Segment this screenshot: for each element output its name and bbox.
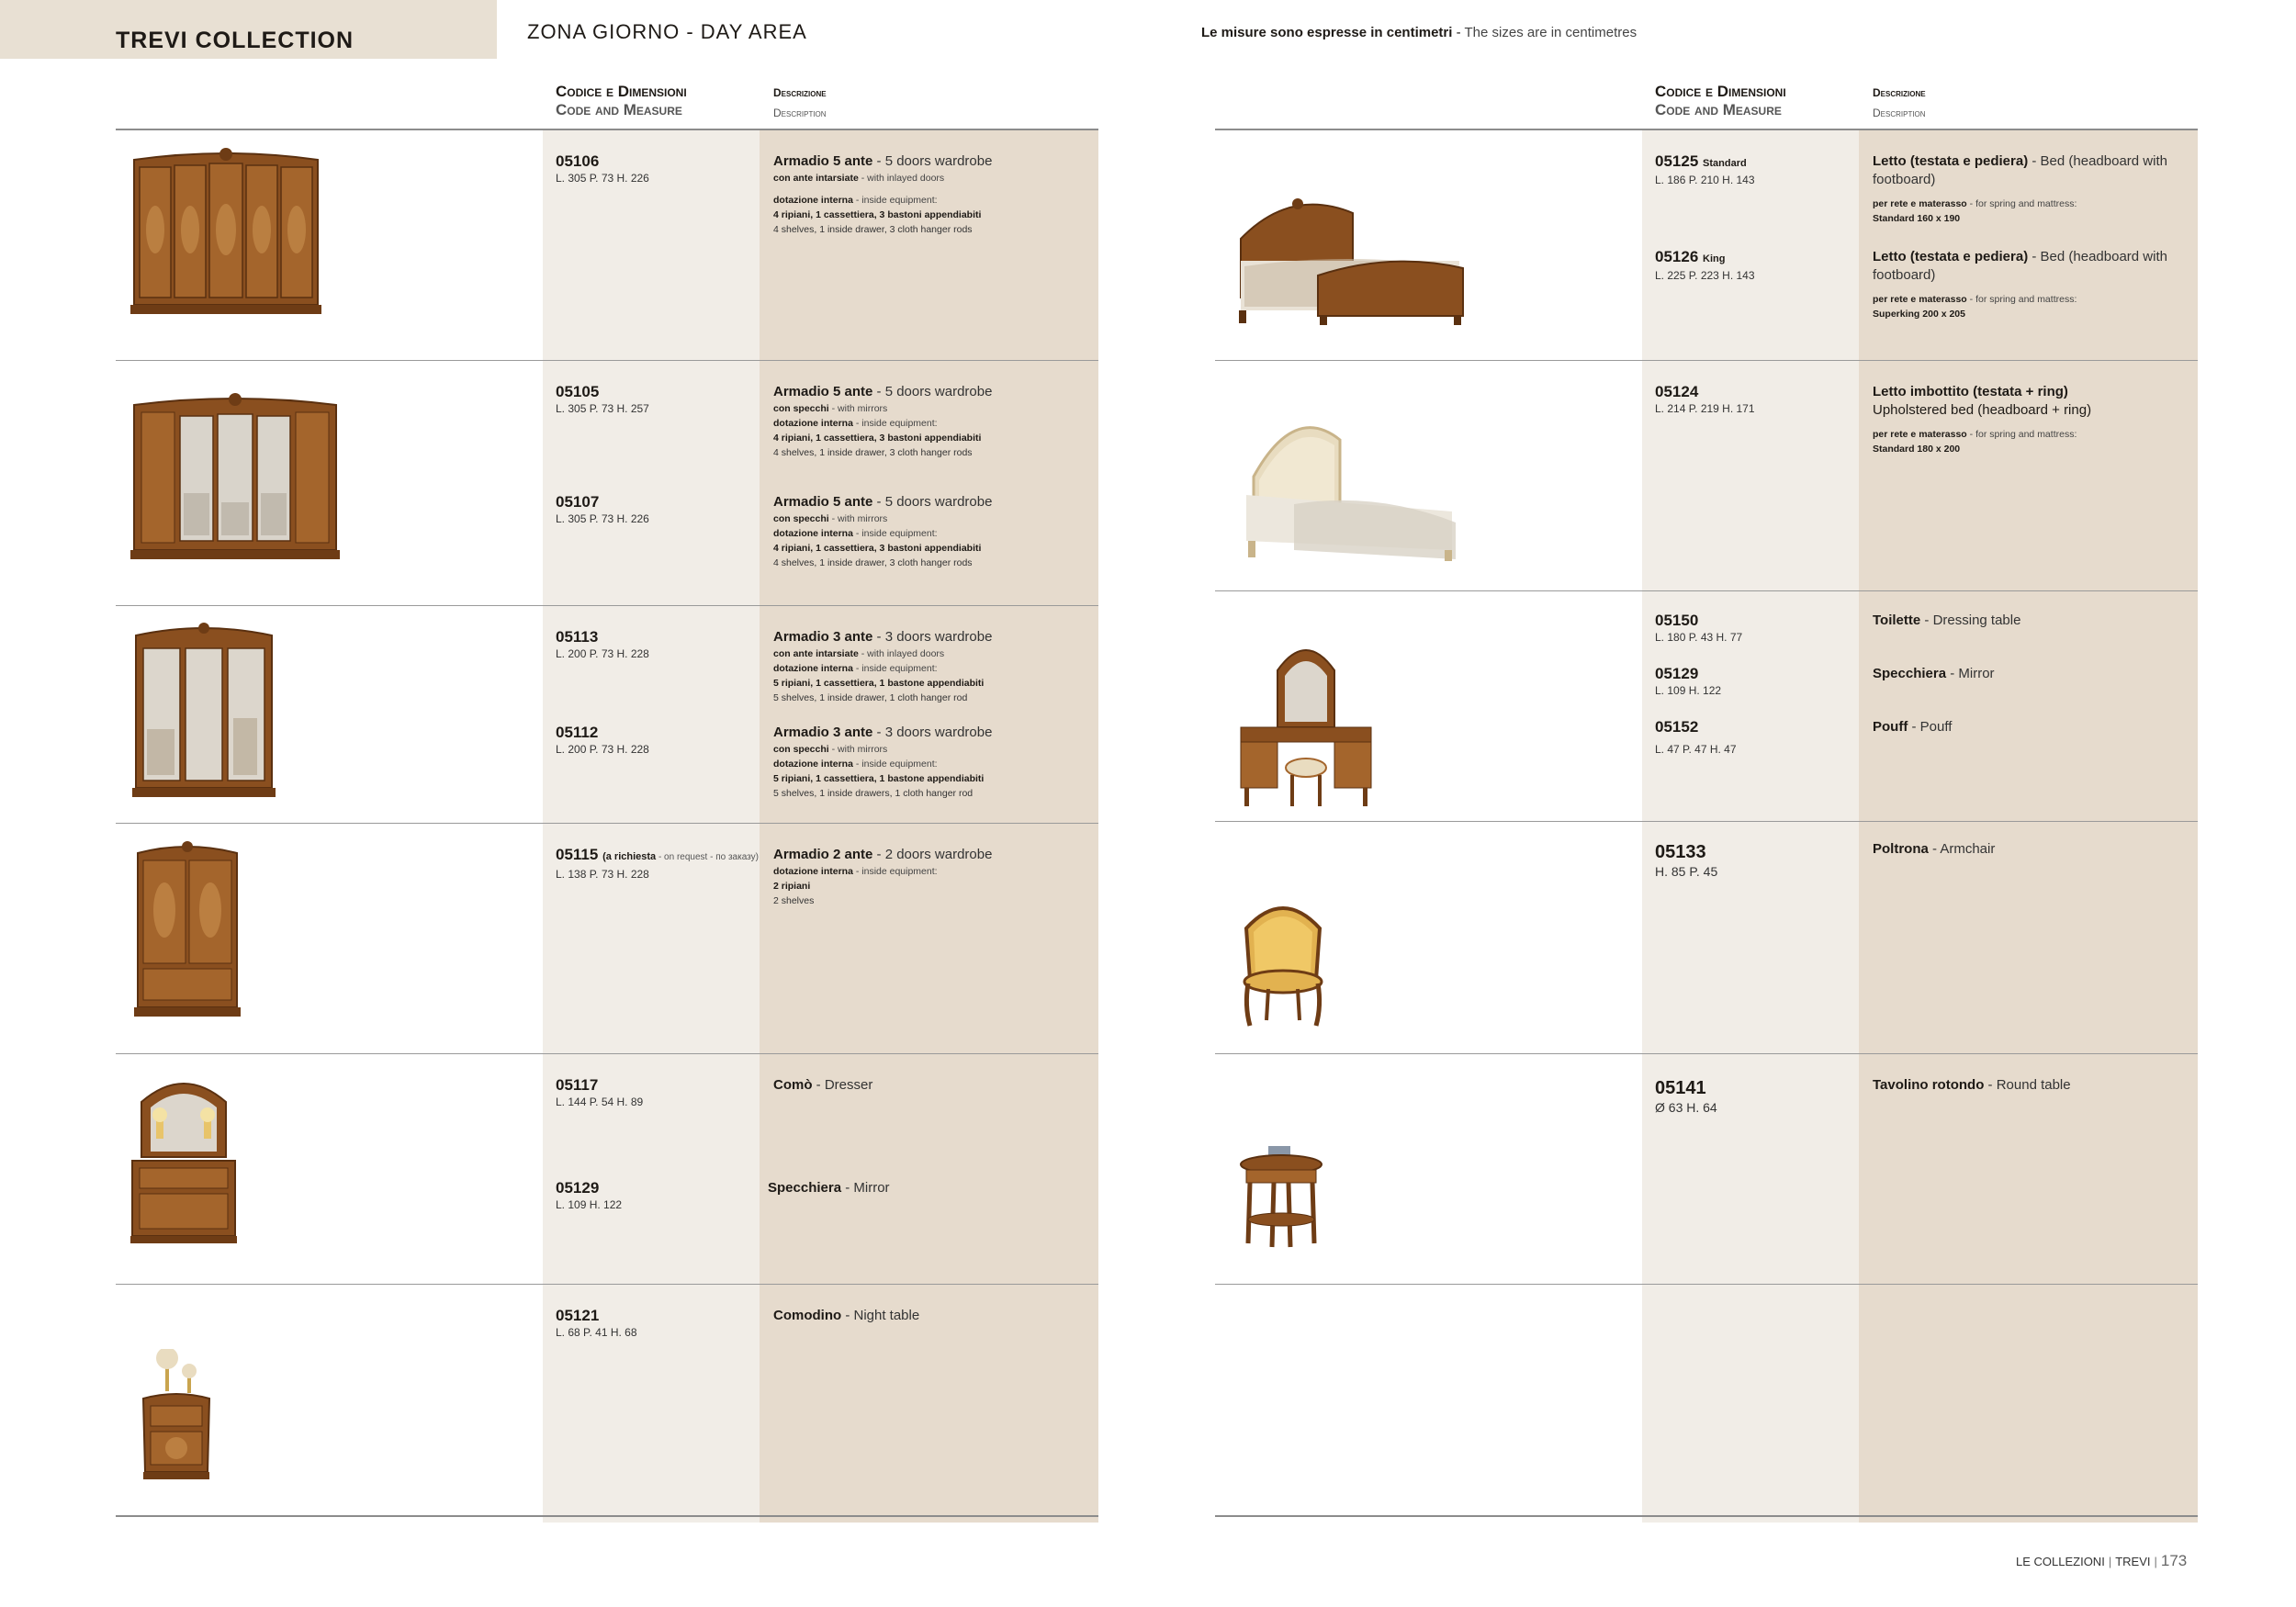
product-row xyxy=(116,1054,1098,1285)
product-entry xyxy=(556,1076,758,1109)
product-measure: L. 180 P. 43 H. 77 xyxy=(1655,631,1743,644)
product-measure: L. 68 P. 41 H. 68 xyxy=(556,1326,637,1339)
description-title-en: - Round table xyxy=(1984,1077,2071,1093)
description-mattress xyxy=(1873,427,2194,442)
description-title xyxy=(773,846,1095,864)
product-description xyxy=(1873,152,2194,226)
description-equipment-en: - inside equipment: xyxy=(852,663,938,674)
description-mattress xyxy=(1873,292,2194,307)
description-option-it: con specchi xyxy=(773,513,829,524)
request-note-en: - on request - по заказу) xyxy=(656,852,759,862)
sizes-note-it: Le misure sono espresse in centimetri xyxy=(1201,25,1453,40)
description-mattress xyxy=(1873,197,2194,211)
equipment-it: 4 ripiani, 1 cassettiera, 3 bastoni appendiabiti xyxy=(773,209,982,220)
description-option-en: - with inlayed doors xyxy=(858,648,945,659)
description-title-it: Poltrona xyxy=(1873,841,1929,857)
description-title-en: - Dresser xyxy=(812,1077,873,1093)
left-page xyxy=(116,0,1098,1524)
product-description xyxy=(773,383,1095,460)
product-code: 05105 xyxy=(556,383,600,400)
footer-separator: | xyxy=(2154,1555,2157,1568)
product-code: 05121 xyxy=(556,1307,600,1324)
product-row xyxy=(1215,591,2198,822)
description-title-it: Comò xyxy=(773,1077,813,1093)
equipment-it: 4 ripiani, 1 cassettiera, 3 bastoni appendiabiti xyxy=(773,543,982,554)
equipment-en: 5 shelves, 1 inside drawers, 1 cloth hanger rod xyxy=(773,788,974,799)
description-option-it: con specchi xyxy=(773,403,829,414)
product-measure: L. 225 P. 223 H. 143 xyxy=(1655,269,1755,282)
description-title-en: - 2 doors wardrobe xyxy=(872,847,993,862)
description-title-en: - 3 doors wardrobe xyxy=(872,629,993,645)
description-title xyxy=(773,493,1095,511)
product-measure: L. 109 H. 122 xyxy=(556,1198,623,1211)
product-row xyxy=(116,824,1098,1054)
product-code: 05152 xyxy=(1655,718,1699,736)
product-measure: L. 186 P. 210 H. 143 xyxy=(1655,174,1755,186)
description-title-en: - 5 doors wardrobe xyxy=(872,153,993,169)
product-code: 05150 xyxy=(1655,612,1699,629)
description-title xyxy=(1873,1076,2194,1095)
description-title xyxy=(1873,840,2194,859)
product-measure: L. 200 P. 73 H. 228 xyxy=(556,647,649,660)
wardrobe-2-doors-image xyxy=(134,840,241,1024)
description-title-en: Upholstered bed (headboard + ring) xyxy=(1873,402,2092,418)
product-code: 05129 xyxy=(1655,665,1699,682)
description-title xyxy=(773,1307,1095,1325)
description-title-en: - Bed (headboard with footboard) xyxy=(1873,249,2167,283)
product-entry xyxy=(1655,248,1857,283)
description-title-en: - Bed (headboard with footboard) xyxy=(1873,153,2167,187)
column-header-description-en: Description xyxy=(773,107,827,119)
description-title xyxy=(1873,718,2194,736)
product-entry xyxy=(556,1307,758,1340)
description-title-it: Specchiera xyxy=(768,1180,842,1196)
area-title: ZONA GIORNO - DAY AREA xyxy=(527,20,807,43)
product-description xyxy=(1873,840,2194,859)
description-title xyxy=(768,1179,1089,1197)
description-title xyxy=(773,724,1095,742)
product-row xyxy=(116,130,1098,361)
product-entry xyxy=(556,846,776,882)
description-mattress-it: per rete e materasso xyxy=(1873,429,1967,440)
description-title-it: Comodino xyxy=(773,1308,842,1323)
column-header-code-it: Codice e Dimensioni xyxy=(1655,83,1786,100)
product-code xyxy=(1655,152,1857,173)
product-row xyxy=(1215,822,2198,1054)
description-title-en: - Mirror xyxy=(1946,666,1995,681)
equipment-it: 5 ripiani, 1 cassettiera, 1 bastone appendiabiti xyxy=(773,773,985,784)
product-description xyxy=(768,1179,1089,1197)
column-header-code-it: Codice e Dimensioni xyxy=(556,83,687,100)
description-equipment xyxy=(773,757,1095,771)
description-equipment-en: - inside equipment: xyxy=(852,195,938,206)
night-table-image xyxy=(138,1349,215,1487)
equipment-en: 2 shelves xyxy=(773,895,815,906)
description-title-it xyxy=(1873,383,2194,401)
description-title-en: - Night table xyxy=(841,1308,920,1323)
column-header-code xyxy=(556,83,687,119)
description-equipment-it: dotazione interna xyxy=(773,195,853,206)
product-measure: L. 144 P. 54 H. 89 xyxy=(556,1096,644,1108)
product-description xyxy=(1873,383,2194,456)
description-mattress-en: - for spring and mattress: xyxy=(1966,429,2077,440)
mattress-size: Standard 160 x 190 xyxy=(1873,213,1961,224)
product-entry xyxy=(1655,152,1857,187)
description-title-en: - Armchair xyxy=(1928,841,1996,857)
equipment-it: 2 ripiani xyxy=(773,881,811,892)
product-description xyxy=(773,1076,1095,1095)
description-title-it: Armadio 2 ante xyxy=(773,847,873,862)
description-title xyxy=(1873,248,2194,285)
description-title xyxy=(1873,665,2194,683)
sizes-note-sep: - xyxy=(1452,25,1465,40)
description-option-en: - with mirrors xyxy=(828,513,888,524)
description-title-it: Pouff xyxy=(1873,719,1908,735)
upholstered-bed-image xyxy=(1239,403,1459,565)
wardrobe-3-doors-mirrors-image xyxy=(132,621,276,804)
product-description xyxy=(773,1307,1095,1325)
product-row xyxy=(1215,361,2198,591)
round-table-image xyxy=(1237,1142,1325,1253)
product-entry xyxy=(556,724,758,757)
product-code: 05117 xyxy=(556,1076,599,1094)
description-mattress-en: - for spring and mattress: xyxy=(1966,294,2077,305)
description-title-it: Armadio 5 ante xyxy=(773,153,873,169)
product-row xyxy=(1215,130,2198,361)
description-title-en: - Dressing table xyxy=(1920,612,2021,628)
description-equipment-it: dotazione interna xyxy=(773,759,853,770)
description-equipment-it: dotazione interna xyxy=(773,663,853,674)
product-entry xyxy=(556,628,758,661)
product-code-number: 05126 xyxy=(1655,248,1699,265)
product-description xyxy=(1873,718,2194,736)
product-entry xyxy=(1655,383,1857,416)
column-header-code xyxy=(1655,83,1786,119)
bed-headboard-footboard-image xyxy=(1235,187,1465,327)
equipment-en: 4 shelves, 1 inside drawer, 3 cloth hanger rods xyxy=(773,447,973,458)
product-measure: L. 305 P. 73 H. 226 xyxy=(556,172,649,185)
product-measure: L. 200 P. 73 H. 228 xyxy=(556,743,649,756)
description-title xyxy=(1873,152,2194,189)
description-title-en: - 5 doors wardrobe xyxy=(872,494,993,510)
product-code: 05141 xyxy=(1655,1078,1706,1098)
description-equipment xyxy=(773,864,1095,879)
description-title-it: Tavolino rotondo xyxy=(1873,1077,1985,1093)
product-description xyxy=(773,628,1095,705)
product-code: 05107 xyxy=(556,493,600,511)
footer-collection-name: TREVI xyxy=(2115,1555,2151,1568)
sizes-note-en: The sizes are in centimetres xyxy=(1464,25,1638,40)
description-equipment-en: - inside equipment: xyxy=(852,528,938,539)
product-code: 05113 xyxy=(556,628,599,646)
collection-title: TREVI COLLECTION xyxy=(116,28,355,53)
product-code: 05129 xyxy=(556,1179,600,1197)
page-number: 173 xyxy=(2160,1552,2188,1569)
description-title-it: Armadio 5 ante xyxy=(773,384,873,399)
description-option xyxy=(773,171,1095,185)
product-row xyxy=(116,606,1098,824)
description-mattress-it: per rete e materasso xyxy=(1873,198,1967,209)
description-option-it: con ante intarsiate xyxy=(773,173,859,184)
product-entry xyxy=(1655,1076,1857,1115)
product-entry xyxy=(1655,718,1857,757)
product-entry xyxy=(1655,840,1857,879)
product-description xyxy=(1873,1076,2194,1095)
product-measure: L. 138 P. 73 H. 228 xyxy=(556,868,649,881)
product-description xyxy=(773,724,1095,801)
product-code xyxy=(1655,248,1857,268)
product-measure: Ø 63 H. 64 xyxy=(1655,1100,1717,1115)
description-title-it: Specchiera xyxy=(1873,666,1947,681)
equipment-en: 4 shelves, 1 inside drawer, 3 cloth hanger rods xyxy=(773,224,973,235)
product-row xyxy=(116,361,1098,606)
product-row xyxy=(1215,1054,2198,1285)
description-option-en: - with mirrors xyxy=(828,403,888,414)
product-code: 05124 xyxy=(1655,383,1699,400)
column-header-code-en: Code and Measure xyxy=(1655,101,1782,118)
product-measure: L. 214 P. 219 H. 171 xyxy=(1655,402,1755,415)
product-code-number: 05115 xyxy=(556,846,599,863)
description-equipment xyxy=(773,193,1095,208)
description-title xyxy=(773,152,1095,171)
description-equipment-en: - inside equipment: xyxy=(852,759,938,770)
product-entry xyxy=(1655,665,1857,698)
description-option-it: con ante intarsiate xyxy=(773,648,859,659)
product-code xyxy=(556,846,776,867)
product-entry xyxy=(556,152,758,185)
right-page xyxy=(1215,0,2198,1524)
footer-separator: | xyxy=(2108,1555,2112,1568)
description-mattress-en: - for spring and mattress: xyxy=(1966,198,2077,209)
product-measure: L. 109 H. 122 xyxy=(1655,684,1722,697)
description-title xyxy=(773,1076,1095,1095)
description-title-it-text: Letto imbottito (testata + ring) xyxy=(1873,384,2068,399)
description-equipment-en: - inside equipment: xyxy=(852,866,938,877)
product-entry xyxy=(556,383,758,416)
description-equipment-it: dotazione interna xyxy=(773,418,853,429)
product-entry xyxy=(556,1179,758,1212)
product-measure: L. 305 P. 73 H. 226 xyxy=(556,512,649,525)
column-header-description-it: Descrizione xyxy=(773,86,827,99)
column-header-description-en: Description xyxy=(1873,107,1926,119)
description-option-en: - with mirrors xyxy=(828,744,888,755)
description-equipment-it: dotazione interna xyxy=(773,528,853,539)
description-equipment-en: - inside equipment: xyxy=(852,418,938,429)
product-code: 05133 xyxy=(1655,842,1706,862)
description-title-it: Toilette xyxy=(1873,612,1921,628)
product-variant: King xyxy=(1703,253,1726,264)
description-title-it: Armadio 3 ante xyxy=(773,725,873,740)
description-title xyxy=(773,383,1095,401)
column-header-description-it: Descrizione xyxy=(1873,86,1926,99)
wardrobe-5-doors-mirrors-image xyxy=(129,392,342,567)
mattress-size: Superking 200 x 205 xyxy=(1873,309,1965,320)
description-mattress-it: per rete e materasso xyxy=(1873,294,1967,305)
armchair-image xyxy=(1237,892,1329,1029)
description-equipment xyxy=(773,661,1095,676)
empty-row xyxy=(1215,1285,2198,1517)
product-description xyxy=(1873,665,2194,683)
description-equipment xyxy=(773,416,1095,431)
footer-collections: LE COLLEZIONI xyxy=(2016,1555,2105,1568)
request-note-it: (a richiesta xyxy=(602,851,657,862)
description-title-en: - 3 doors wardrobe xyxy=(872,725,993,740)
equipment-it: 4 ripiani, 1 cassettiera, 3 bastoni appendiabiti xyxy=(773,433,982,444)
column-header-description xyxy=(1873,83,2194,123)
wardrobe-5-doors-inlayed-image xyxy=(129,147,323,321)
description-title-en: - Mirror xyxy=(841,1180,890,1196)
description-title xyxy=(773,628,1095,646)
equipment-it: 5 ripiani, 1 cassettiera, 1 bastone appendiabiti xyxy=(773,678,985,689)
description-option-en: - with inlayed doors xyxy=(858,173,945,184)
dresser-with-mirror-image xyxy=(129,1065,239,1249)
equipment-en: 5 shelves, 1 inside drawer, 1 cloth hanger rod xyxy=(773,692,968,703)
description-title-it: Letto (testata e pediera) xyxy=(1873,249,2029,264)
description-title-it: Armadio 3 ante xyxy=(773,629,873,645)
product-code: 05112 xyxy=(556,724,599,741)
product-variant: Standard xyxy=(1703,158,1747,169)
description-title xyxy=(1873,612,2194,630)
product-description xyxy=(773,152,1095,237)
description-title-en: - 5 doors wardrobe xyxy=(872,384,993,399)
product-measure: L. 47 P. 47 H. 47 xyxy=(1655,743,1737,756)
description-title-it: Armadio 5 ante xyxy=(773,494,873,510)
product-description xyxy=(1873,612,2194,630)
product-entry xyxy=(556,493,758,526)
description-title-en: - Pouff xyxy=(1908,719,1953,735)
description-option xyxy=(773,401,1095,416)
mattress-size: Standard 180 x 200 xyxy=(1873,444,1961,455)
description-equipment-it: dotazione interna xyxy=(773,866,853,877)
product-entry xyxy=(1655,612,1857,645)
product-description xyxy=(1873,248,2194,321)
description-option xyxy=(773,511,1095,526)
product-description xyxy=(773,846,1095,908)
equipment-en: 4 shelves, 1 inside drawer, 3 cloth hanger rods xyxy=(773,557,973,568)
description-equipment xyxy=(773,526,1095,541)
product-description xyxy=(773,493,1095,570)
product-code: 05106 xyxy=(556,152,600,170)
description-title-it: Letto (testata e pediera) xyxy=(1873,153,2029,169)
product-code-number: 05125 xyxy=(1655,152,1699,170)
product-row xyxy=(116,1285,1098,1517)
column-header-description xyxy=(773,83,1095,123)
description-option xyxy=(773,742,1095,757)
dressing-table-image xyxy=(1237,630,1375,814)
product-measure: H. 85 P. 45 xyxy=(1655,864,1718,879)
description-option-it: con specchi xyxy=(773,744,829,755)
column-header-code-en: Code and Measure xyxy=(556,101,682,118)
page-footer xyxy=(2016,1552,2187,1570)
product-measure: L. 305 P. 73 H. 257 xyxy=(556,402,649,415)
description-option xyxy=(773,646,1095,661)
